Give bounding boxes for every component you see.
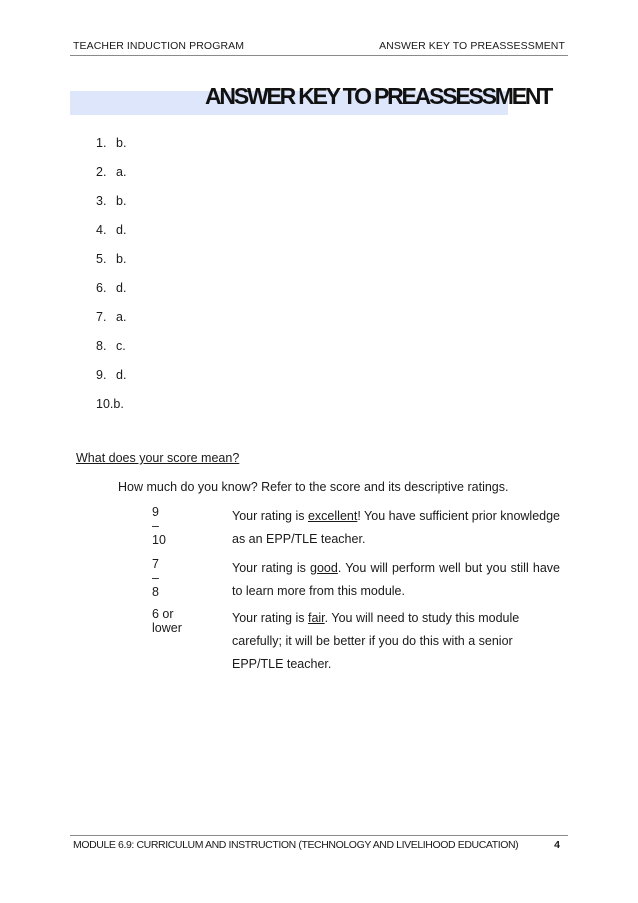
rating-text: Your rating is [232,561,310,575]
footer-module: MODULE 6.9: CURRICULUM AND INSTRUCTION (TECHNOLOGY AND LIVELIHOOD EDUCATION) [73,839,519,851]
header-rule [70,55,568,56]
rating-text: . You will perform well but you still have to learn more from this module. [232,561,560,598]
answer-number: 7. [96,310,107,324]
rating-text: ! You have sufficient prior knowledge as an EPP/TLE teacher. [232,509,561,546]
rating-text: Your rating is [232,611,308,625]
answer-letter: b. [116,252,127,266]
page-number: 4 [554,839,560,851]
answer-letter: c. [116,339,126,353]
answer-number: 2. [96,165,107,179]
answer-letter: d. [116,368,127,382]
rating-score: 6 or lower [152,607,182,635]
list-item [96,136,126,165]
rating-word: fair [307,611,325,625]
list-item [96,368,126,397]
answer-letter: a. [116,310,127,324]
rating-word: good [310,561,338,575]
rating-description [232,607,560,676]
list-item [96,252,126,281]
rating-text: Your rating is [232,509,308,523]
rating-word: excellent [307,509,358,523]
answer-number: 10. [96,397,114,411]
rating-description [232,505,560,551]
list-item [96,194,126,223]
answer-letter: b. [116,194,127,208]
footer-rule [70,835,568,836]
answer-number: 8. [96,339,107,353]
answer-number: 4. [96,223,107,237]
list-item [96,281,126,310]
rating-text: . You will need to study this module carefully; it will be better if you do this with a senior EPP/TLE teacher. [232,611,520,671]
list-item [96,339,126,368]
answer-letter: a. [116,165,127,179]
answer-letter: d. [116,223,127,237]
header-section: ANSWER KEY TO PREASSESSMENT [379,40,565,52]
page-title: ANSWER KEY TO PREASSESSMENT [205,83,552,109]
list-item [96,397,126,426]
list-item [96,223,126,252]
list-item [96,310,126,339]
answer-number: 9. [96,368,107,382]
score-intro: How much do you know? Refer to the score and its descriptive ratings. [118,480,509,494]
answer-number: 5. [96,252,107,266]
answer-letter: d. [116,281,127,295]
answer-letter: b. [116,136,127,150]
answer-number: 3. [96,194,107,208]
answer-number: 6. [96,281,107,295]
rating-score: 7 – 8 [152,557,159,599]
header-program: TEACHER INDUCTION PROGRAM [73,40,245,52]
answer-number: 1. [96,136,107,150]
answer-letter: b. [113,397,124,411]
list-item [96,165,126,194]
rating-description [232,557,560,603]
rating-score: 9 – 10 [152,505,166,547]
answer-list [96,136,126,426]
score-question: What does your score mean? [76,451,240,465]
